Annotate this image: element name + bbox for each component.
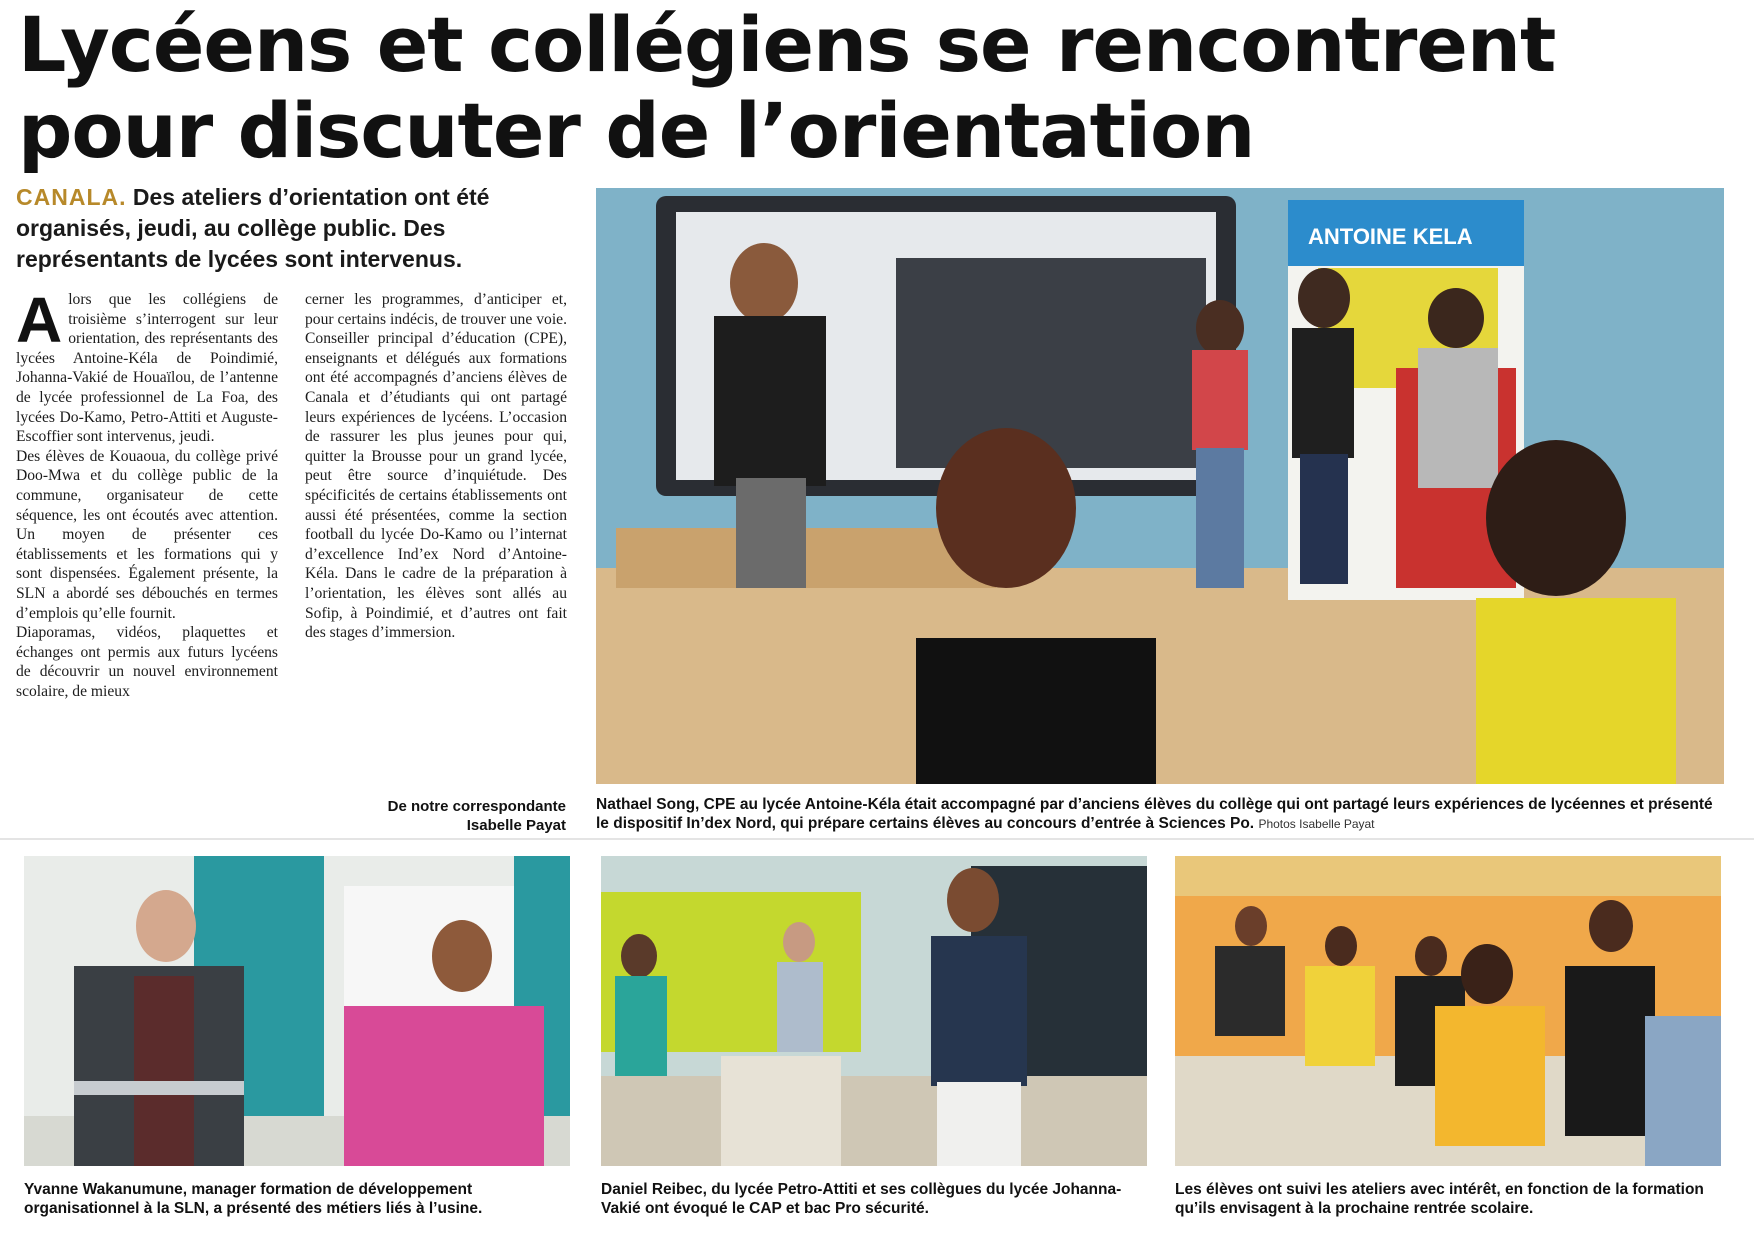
photo-sln-presentation <box>24 856 570 1166</box>
byline-author: Isabelle Payat <box>466 817 566 834</box>
lead-paragraph <box>16 182 586 275</box>
article-column-1 <box>16 284 278 701</box>
main-photo <box>596 188 1724 784</box>
classroom-photo-illustration <box>596 188 1724 784</box>
banner-text: ANTOINE KELA <box>1308 224 1473 249</box>
article-paragraph: Des élèves de Kouaoua, du collège privé Doo-Mwa et du collège public de la commune, organisateur de cette séquence, les ont écoutés avec attention. Un moyen de présenter ces établissements et les formations qui y sont dispensées. Également présente, la SLN a abordé ses débouchés en termes d’emplois qu’elle fournit. <box>16 447 278 622</box>
photo-3-caption: Les élèves ont suivi les ateliers avec intérêt, en fonction de la formation qu’ils envisagent à la prochaine rentrée scolaire. <box>1175 1181 1704 1217</box>
photo-petro-attiti <box>601 856 1147 1166</box>
article-paragraph: Diaporamas, vidéos, plaquettes et échanges ont permis aux futurs lycéens de découvrir un nouvel environnement scolaire, de mieux <box>16 624 278 700</box>
dateline-place: CANALA. <box>16 184 127 210</box>
petro-attiti-photo-illustration <box>601 856 1147 1166</box>
drop-cap: A <box>16 284 63 356</box>
photo-students-seated <box>1175 856 1721 1166</box>
main-caption-text: Nathael Song, CPE au lycée Antoine-Kéla était accompagné par d’anciens élèves du collège qui ont partagé leurs expériences de lycéennes et présenté le dispositif In’dex Nord, qui prépare certains élèves au concours d’entrée à Sciences Po. <box>596 796 1713 832</box>
byline <box>330 797 566 835</box>
section-divider <box>0 838 1754 840</box>
photo-1-caption: Yvanne Wakanumune, manager formation de développement organisationnel à la SLN, a présenté des métiers liés à l’usine. <box>24 1181 483 1217</box>
article-paragraph: lors que les collégiens de troisième s’interrogent sur leur orientation, des représentants des lycées Antoine-Kéla de Poindimié, Johanna-Vakié de Houaïlou, de l’antenne de lycée professionnel de La Foa, des lycées Do-Kamo, Petro-Attiti et Auguste-Escoffier sont intervenus, jeudi. <box>16 291 278 446</box>
article-paragraph: cerner les programmes, d’anticiper et, pour certains indécis, de trouver une voie. Conseiller principal d’éducation (CPE), enseignants et délégués aux formations ont été accompagnés d’anciens élèves de Canala et d’étudiants qui ont partagé leurs expériences de lycéens. L’occasion de rassurer les plus jeunes pour qui, quitter la Brousse pour un grand lycée, peut être source d’inquiétude. Des spécificités de certains établissements ont aussi été présentées, comme la section football du lycée Do-Kamo ou l’internat d’excellence Ind’ex Nord d’Antoine-Kéla. Dans le cadre de la préparation à l’orientation, les élèves sont allés au Sofip, à Poindimié, et d’autres ont fait des stages d’immersion. <box>305 291 567 642</box>
lead-text: Des ateliers d’orientation ont été organisés, jeudi, au collège public. Des représentants de lycées sont intervenus. <box>16 184 490 272</box>
byline-role: De notre correspondante <box>387 798 566 815</box>
sln-photo-illustration <box>24 856 570 1166</box>
article-column-2 <box>305 290 567 643</box>
photo-2-caption: Daniel Reibec, du lycée Petro-Attiti et ses collègues du lycée Johanna-Vakié ont évoqué le CAP et bac Pro sécurité. <box>601 1181 1122 1217</box>
photo-credit: Photos Isabelle Payat <box>1258 817 1375 831</box>
main-photo-caption <box>596 795 1726 834</box>
students-photo-illustration <box>1175 856 1721 1166</box>
headline: Lycéens et collégiens se rencontrent pour discuter de l’orientation <box>18 0 1556 175</box>
